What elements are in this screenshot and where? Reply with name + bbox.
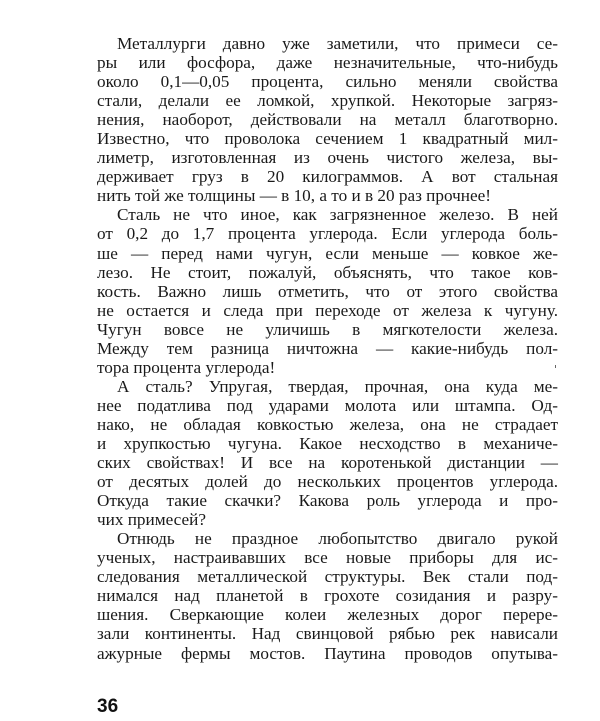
text-line: чих примесей? — [97, 510, 206, 530]
text-line: ученых, настраивавших все новые приборы для ис- — [97, 548, 558, 568]
text-line: от десятых долей до нескольких процентов углерода. — [97, 472, 558, 492]
scan-speck — [555, 365, 556, 368]
text-line: кость. Важно лишь отметить, что от этого свойства — [97, 281, 558, 301]
text-line: ше — перед нами чугун, если меньше — ковкое же- — [97, 243, 558, 263]
paragraph — [97, 205, 558, 376]
text-line: стали, делали ее ломкой, хрупкой. Некоторые загряз- — [97, 91, 558, 111]
text-line: Отнюдь не праздное любопытство двигало рукой — [117, 529, 558, 549]
paragraph — [97, 34, 558, 205]
text-line: тора процента углерода! — [97, 357, 276, 377]
text-line: зали континенты. Над свинцовой рябью рек нависали — [97, 624, 558, 644]
text-line: нимался над планетой в грохоте созидания и разру- — [97, 586, 558, 606]
text-line: А сталь? Упругая, твердая, прочная, она куда ме- — [117, 376, 558, 396]
text-line: лиметр, изготовленная из очень чистого железа, вы- — [97, 148, 558, 168]
text-line: Чугун вовсе не уличишь в мягкотелости железа. — [97, 319, 558, 339]
text-line: нить той же толщины — в 10, а то и в 20 раз прочнее! — [97, 186, 491, 206]
paragraph — [97, 377, 558, 529]
text-line: держивает груз в 20 килограммов. А вот стальная — [97, 167, 558, 187]
text-line: нако, не обладая ковкостью железа, она не страдает — [97, 414, 558, 434]
text-line: и хрупкостью чугуна. Какое несходство в механиче- — [97, 433, 558, 453]
text-line: около 0,1—0,05 процента, сильно меняли свойства — [97, 72, 558, 92]
text-line: от 0,2 до 1,7 процента углерода. Если углерода боль- — [97, 224, 558, 244]
text-line: Откуда такие скачки? Какова роль углерода и про- — [97, 491, 558, 511]
text-line: Металлурги давно уже заметили, что примеси се- — [117, 34, 558, 53]
text-line: Между тем разница ничтожна — какие-нибудь пол- — [97, 338, 558, 358]
text-line: шения. Сверкающие колеи железных дорог перере- — [97, 605, 558, 625]
text-line: лезо. Не стоит, пожалуй, объяснять, что такое ков- — [97, 262, 558, 282]
text-line: ских свойствах! И все на коротенькой дистанции — — [97, 453, 558, 473]
text-line: ажурные фермы мостов. Паутина проводов опутыва- — [97, 643, 558, 663]
text-line: Сталь не что иное, как загрязненное железо. В ней — [117, 205, 558, 225]
text-line: следования металлической структуры. Век стали под- — [97, 567, 558, 587]
book-page-text — [97, 34, 558, 663]
paragraph — [97, 529, 558, 662]
text-line: нее податлива под ударами молота или штампа. Од- — [97, 395, 558, 415]
text-line: ры или фосфора, даже незначительные, что-нибудь — [97, 53, 558, 73]
text-line: не остается и следа при переходе от железа к чугуну. — [97, 300, 558, 320]
text-line: Известно, что проволока сечением 1 квадратный мил- — [97, 129, 558, 149]
page-number: 36 — [97, 696, 119, 717]
text-line: нения, наоборот, действовали на металл благотворно. — [97, 110, 558, 130]
